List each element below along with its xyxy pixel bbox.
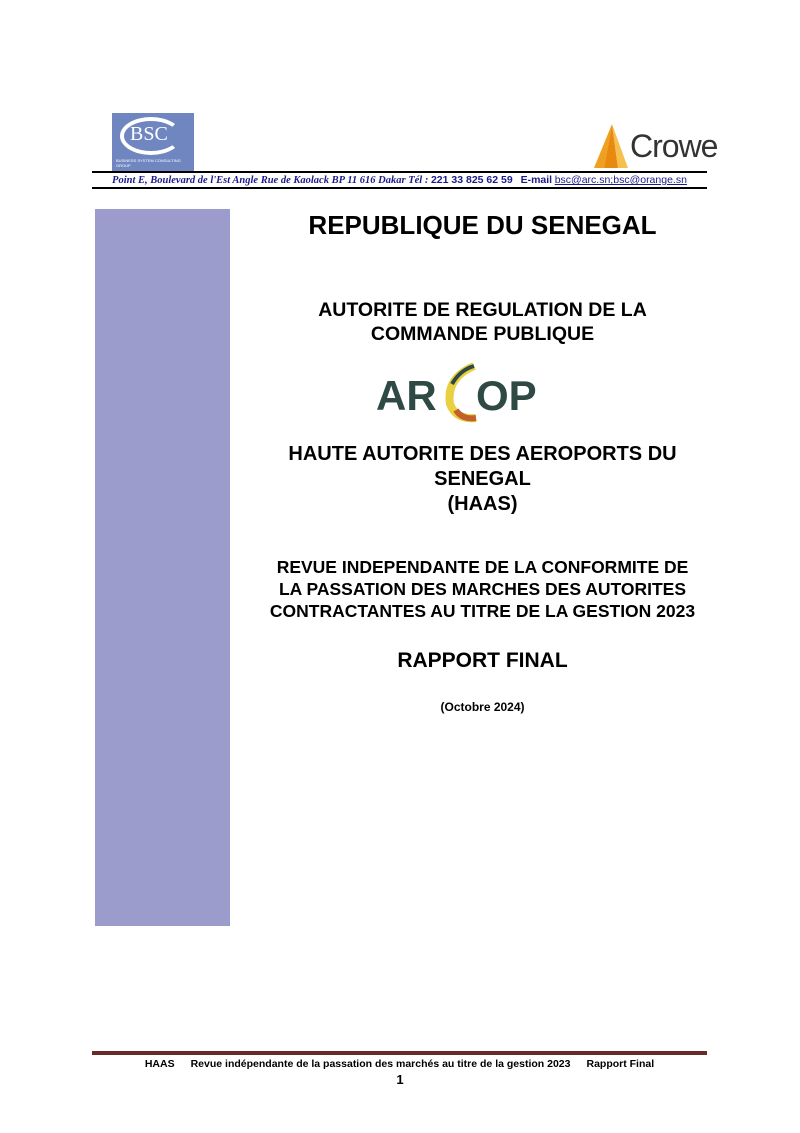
header-divider xyxy=(92,171,707,173)
address-line: Point E, Boulevard de l'Est Angle Rue de Kaolack BP 11 616 Dakar Tél : 221 33 825 62 59 E-mail bsc@arc.sn;bsc@orange.sn xyxy=(112,174,687,186)
report-title: RAPPORT FINAL xyxy=(397,649,568,672)
side-band xyxy=(95,209,230,926)
phone: 221 33 825 62 59 xyxy=(430,174,513,186)
footer-entity: HAAS xyxy=(144,1058,175,1070)
header-divider xyxy=(92,187,707,189)
footer-text xyxy=(92,1058,707,1070)
bsc-logo: BSC BUSINESS SYSTEM CONSULTING GROUP xyxy=(112,113,194,171)
footer-description: Revue indépendante de la passation des marchés au titre de la gestion 2023 xyxy=(190,1058,571,1070)
page-number: 1 xyxy=(396,1072,404,1087)
arcop-logo: AR OP xyxy=(372,360,552,425)
footer-divider xyxy=(92,1051,707,1055)
entity-title: HAUTE AUTORITE DES AEROPORTS DU SENEGAL (HAAS) xyxy=(288,443,677,515)
email-link[interactable]: bsc@arc.sn;bsc@orange.sn xyxy=(554,174,687,186)
country-title: REPUBLIQUE DU SENEGAL xyxy=(308,210,657,240)
review-title: REVUE INDEPENDANTE DE LA CONFORMITE DE LA PASSATION DES MARCHES DES AUTORITES CONTRACTANTES AU TITRE DE LA GESTION 2023 xyxy=(269,557,696,621)
crowe-logo: Crowe xyxy=(592,122,704,170)
report-date: (Octobre 2024) xyxy=(440,700,525,714)
footer-report: Rapport Final xyxy=(586,1058,655,1070)
authority-title: AUTORITE DE REGULATION DE LA COMMANDE PUBLIQUE xyxy=(318,299,647,345)
